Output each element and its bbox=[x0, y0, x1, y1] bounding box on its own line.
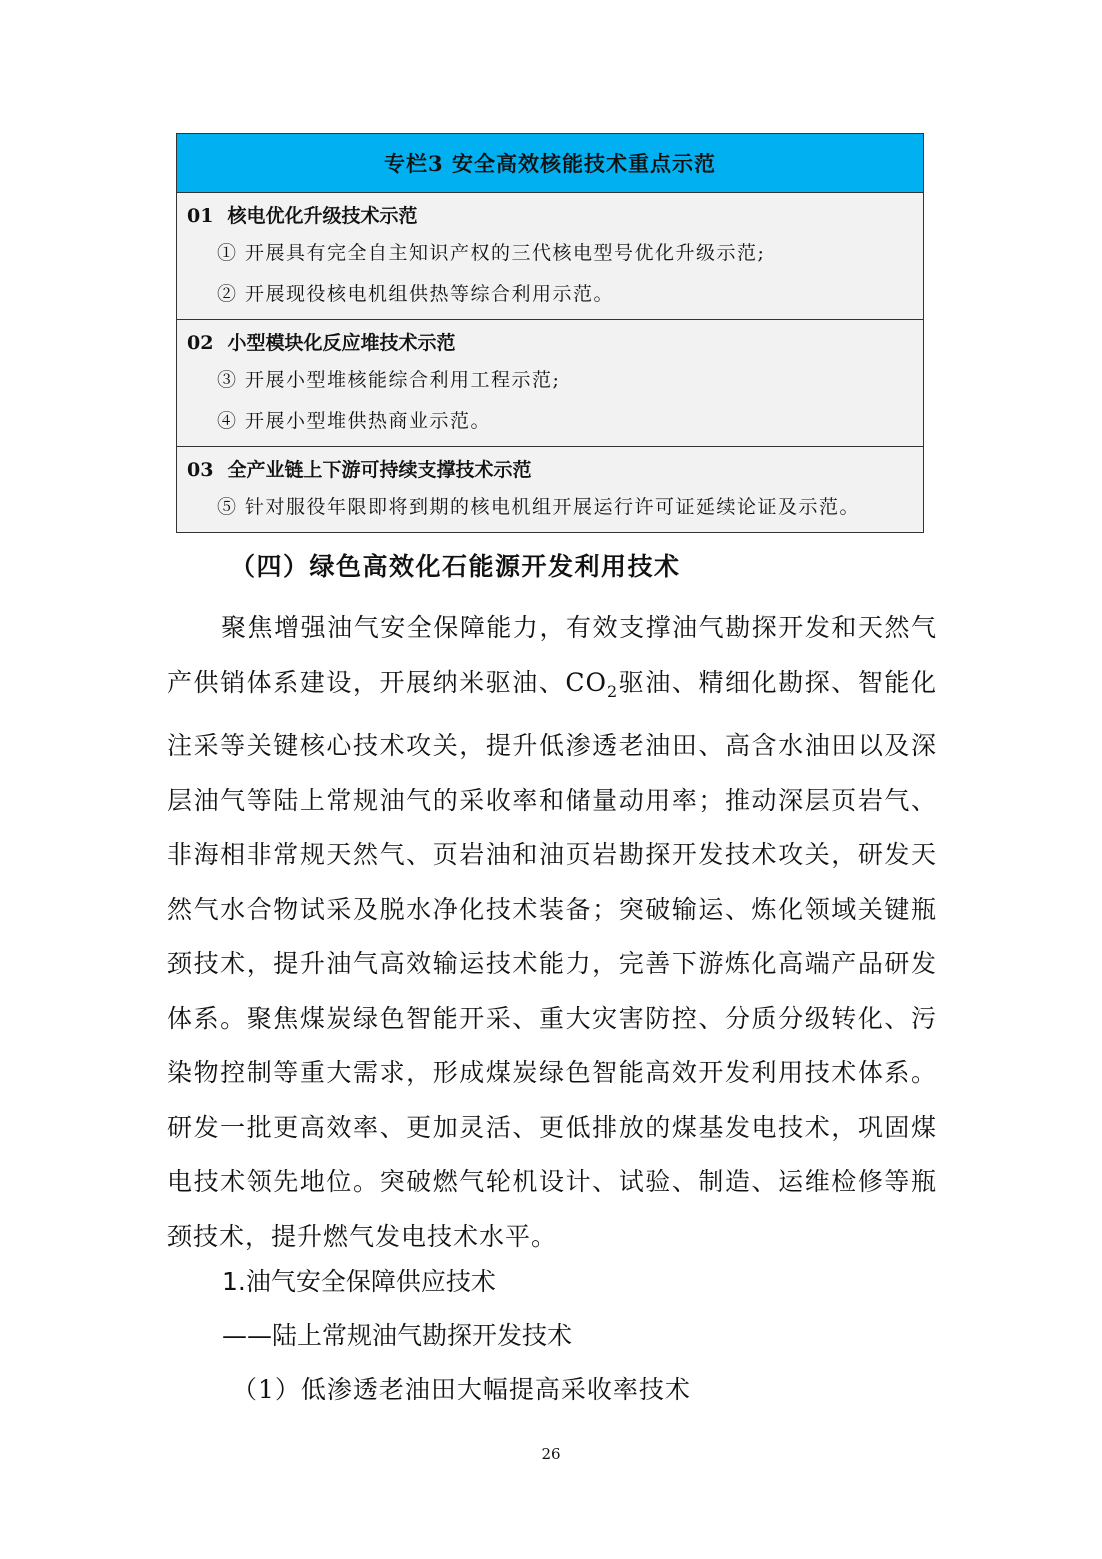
list-item: ① 开展具有完全自主知识产权的三代核电型号优化升级示范; bbox=[217, 242, 766, 264]
section-heading bbox=[177, 199, 923, 233]
paragraph-text-part1: 聚焦增强油气安全保障能力，有效支撑油气勘探开发和天然气产供销体系建设，开展纳米驱油、CO bbox=[167, 613, 937, 697]
section-heading-text: 全产业链上下游可持续支撑技术示范 bbox=[227, 459, 532, 481]
section-heading bbox=[177, 453, 923, 487]
section-heading-four: （四）绿色高效化石能源开发利用技术 bbox=[230, 552, 681, 581]
page-number: 26 bbox=[541, 1445, 561, 1463]
list-item: ② 开展现役核电机组供热等综合利用示范。 bbox=[217, 283, 615, 305]
subheading-oil-gas-security: 1.油气安全保障供应技术 bbox=[222, 1267, 496, 1296]
column-section-02 bbox=[177, 320, 923, 447]
subheading-low-permeability: （1）低渗透老油田大幅提高采收率技术 bbox=[232, 1375, 691, 1404]
section-number: 01 bbox=[187, 205, 214, 227]
body-paragraph bbox=[167, 601, 937, 1264]
subscript-2: 2 bbox=[607, 681, 619, 701]
column-section-03 bbox=[177, 447, 923, 532]
column-box bbox=[176, 133, 924, 533]
section-heading bbox=[177, 326, 923, 360]
column-box-title: 专栏3 安全高效核能技术重点示范 bbox=[177, 134, 923, 193]
section-heading-text: 核电优化升级技术示范 bbox=[227, 205, 418, 227]
section-heading-text: 小型模块化反应堆技术示范 bbox=[227, 332, 456, 354]
column-section-01 bbox=[177, 193, 923, 320]
paragraph-text-part2: 驱油、精细化勘探、智能化注采等关键核心技术攻关，提升低渗透老油田、高含水油田以及深层油气等陆上常规油气的采收率和储量动用率；推动深层页岩气、非海相非常规天然气、页岩油和油页岩勘探开发技术攻关，研发天然气水合物试采及脱水净化技术装备；突破输运、炼化领域关键瓶颈技术，提升油气高效输运技术能力，完善下游炼化高端产品研发体系。聚焦煤炭绿色智能开采、重大灾害防控、分质分级转化、污染物控制等重大需求，形成煤炭绿色智能高效开发利用技术体系。研发一批更高效率、更加灵活、更低排放的煤基发电技术，巩固煤电技术领先地位。突破燃气轮机设计、试验、制造、运维检修等瓶颈技术，提升燃气发电技术水平。 bbox=[167, 667, 937, 1251]
list-item: ⑤ 针对服役年限即将到期的核电机组开展运行许可证延续论证及示范。 bbox=[217, 496, 861, 518]
list-item: ③ 开展小型堆核能综合利用工程示范; bbox=[217, 369, 561, 391]
subheading-onshore-exploration: ——陆上常规油气勘探开发技术 bbox=[222, 1321, 573, 1350]
section-number: 03 bbox=[187, 459, 214, 481]
section-number: 02 bbox=[187, 332, 214, 354]
list-item: ④ 开展小型堆供热商业示范。 bbox=[217, 410, 492, 432]
